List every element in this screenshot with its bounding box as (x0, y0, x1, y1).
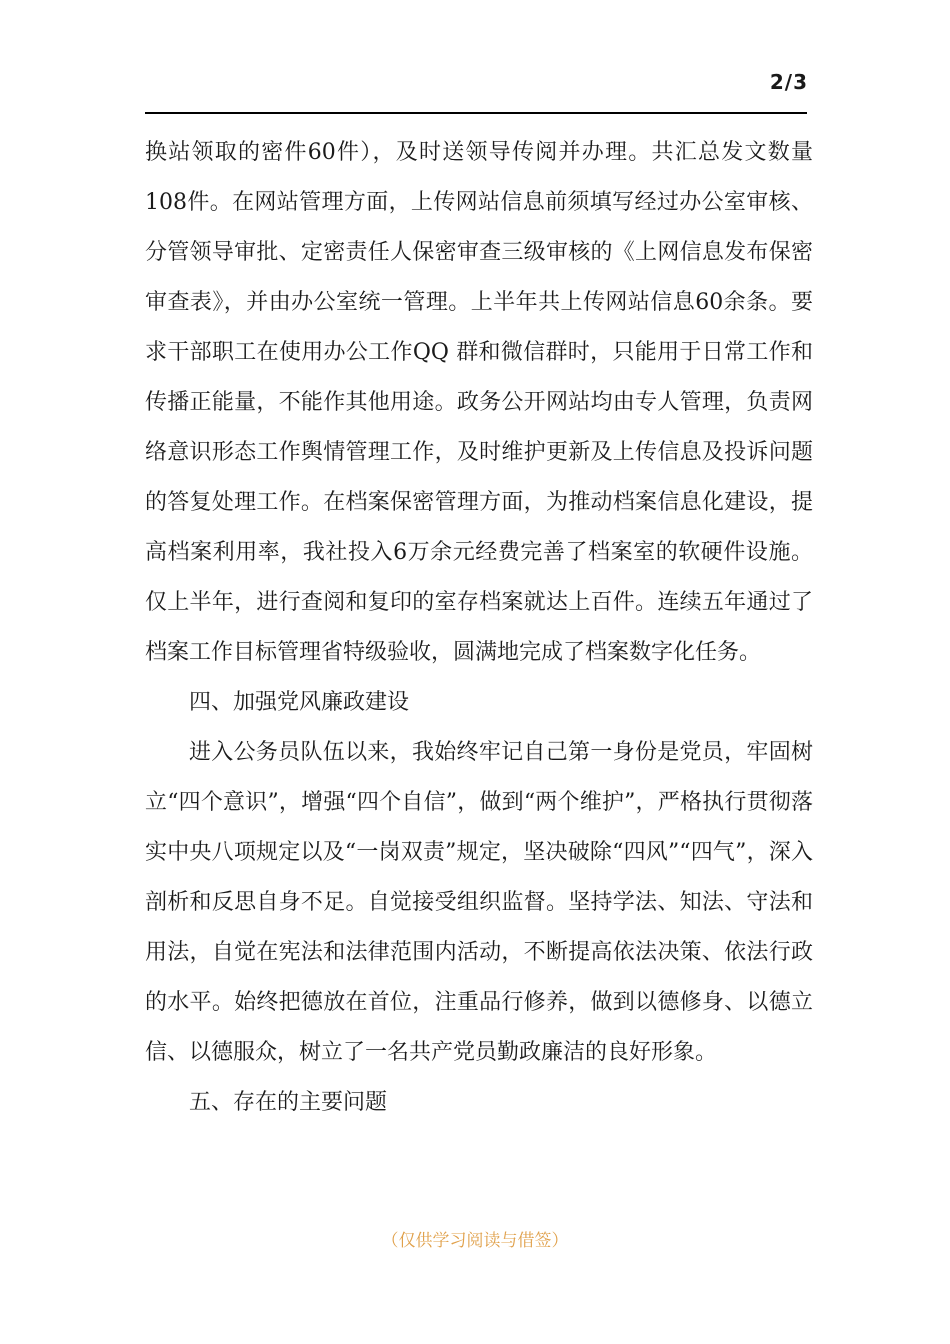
document-body (145, 128, 813, 1128)
header-divider (145, 112, 807, 114)
footer-note: （仅供学习阅读与借签） (381, 1231, 569, 1251)
body-paragraph: 进入公务员队伍以来，我始终牢记自己第一身份是党员，牢固树立“四个意识”，增强“四个自信”，做到“两个维护”，严格执行贯彻落实中央八项规定以及“一岗双责”规定，坚决破除“四风”“四气”，深入剖析和反思自身不足。自觉接受组织监督。坚持学法、知法、守法和用法，自觉在宪法和法律范围内活动，不断提高依法决策、依法行政的水平。始终把德放在首位，注重品行修养，做到以德修身、以德立信、以德服众，树立了一名共产党员勤政廉洁的良好形象。 (145, 740, 813, 1065)
body-paragraph-continued: 换站领取的密件60件），及时送领导传阅并办理。共汇总发文数量108件。在网站管理方面，上传网站信息前须填写经过办公室审核、分管领导审批、定密责任人保密审查三级审核的《上网信息发布保密审查表》，并由办公室统一管理。上半年共上传网站信息60余条。要求干部职工在使用办公工作QQ 群和微信群时，只能用于日常工作和传播正能量，不能作其他用途。政务公开网站均由专人管理，负责网络意识形态工作舆情管理工作，及时维护更新及上传信息及投诉问题的答复处理工作。在档案保密管理方面，为推动档案信息化建设，提高档案利用率，我社投入6万余元经费完善了档案室的软硬件设施。仅上半年，进行查阅和复印的室存档案就达上百件。连续五年通过了档案工作目标管理省特级验收，圆满地完成了档案数字化任务。 (145, 140, 813, 665)
section-heading-4: 四、加强党风廉政建设 (189, 690, 410, 715)
page-number: 2/3 (769, 70, 808, 94)
section-heading-5: 五、存在的主要问题 (189, 1090, 388, 1115)
